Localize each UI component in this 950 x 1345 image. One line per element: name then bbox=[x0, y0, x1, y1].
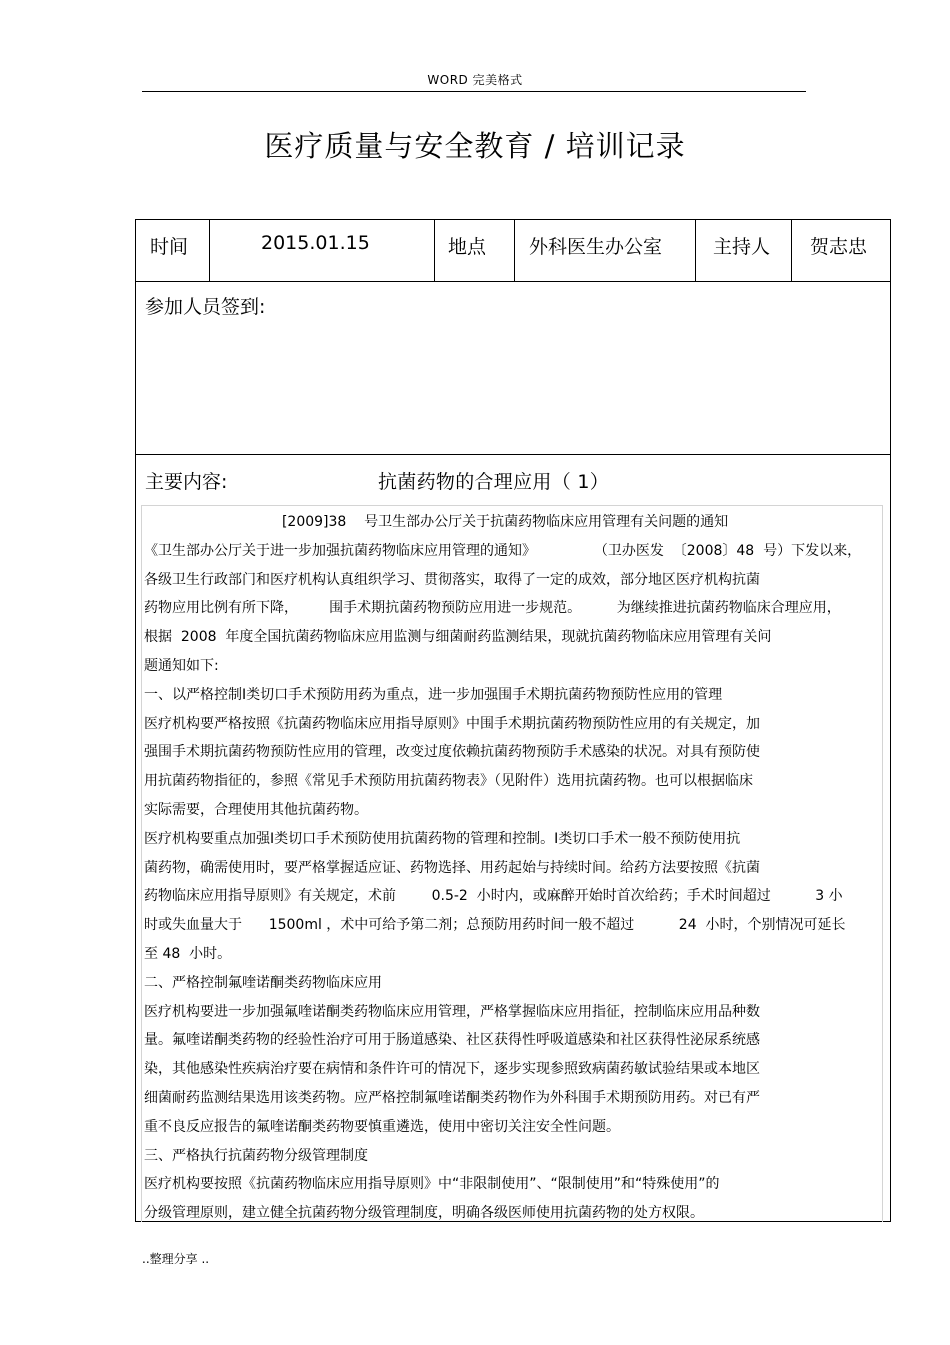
host-label: 主持人 bbox=[713, 236, 771, 258]
content-line: 医疗机构要重点加强Ⅰ类切口手术预防使用抗菌药物的管理和控制。Ⅰ类切口手术一般不预防使用抗 bbox=[144, 830, 741, 847]
main-content-label: 主要内容: bbox=[145, 471, 228, 493]
content-line: 二、严格控制氟喹诺酮类药物临床应用 bbox=[144, 974, 382, 991]
content-line: 量。氟喹诺酮类药物的经验性治疗可用于肠道感染、社区获得性呼吸道感染和社区获得性泌尿系统感 bbox=[144, 1032, 760, 1049]
content-line: [2009]38 号卫生部办公厅关于抗菌药物临床应用管理有关问题的通知 bbox=[144, 514, 729, 530]
row-divider-signin bbox=[135, 454, 891, 455]
content-line: 三、严格执行抗菌药物分级管理制度 bbox=[144, 1147, 368, 1164]
content-line: 药物临床应用指导原则》有关规定，术前 0.5-2 小时内，或麻醉开始时首次给药；手术时间超过 3 小 bbox=[144, 888, 843, 905]
content-line: 题通知如下: bbox=[144, 657, 219, 674]
content-line: 时或失血量大于 1500ml ，术中可给予第二剂；总预防用药时间一般不超过 24 小时，个别情况可延长 bbox=[144, 917, 846, 934]
content-line: 一、以严格控制Ⅰ类切口手术预防用药为重点，进一步加强围手术期抗菌药物预防性应用的管理 bbox=[144, 686, 723, 703]
col-divider-5 bbox=[791, 219, 792, 282]
content-line: 细菌耐药监测结果选用该类药物。应严格控制氟喹诺酮类药物作为外科围手术期预防用药。对已有严 bbox=[144, 1089, 760, 1106]
col-divider-2 bbox=[434, 219, 435, 282]
content-body bbox=[144, 508, 879, 1228]
content-line: 重不良反应报告的氟喹诺酮类药物要慎重遴选，使用中密切关注安全性问题。 bbox=[144, 1118, 620, 1135]
host-value: 贺志忠 bbox=[810, 236, 868, 258]
content-line: 医疗机构要按照《抗菌药物临床应用指导原则》中“非限制使用”、“限制使用”和“特殊使用”的 bbox=[144, 1176, 720, 1193]
row-divider-info bbox=[135, 281, 891, 282]
page-footer-text: ..整理分享 .. bbox=[142, 1252, 210, 1266]
header-divider bbox=[142, 91, 806, 92]
content-line: 《卫生部办公厅关于进一步加强抗菌药物临床应用管理的通知》 （卫办医发 〔2008〕48 号）下发以来， bbox=[144, 542, 862, 559]
place-label: 地点 bbox=[448, 236, 487, 258]
col-divider-3 bbox=[514, 219, 515, 282]
content-line: 菌药物，确需使用时，要严格掌握适应证、药物选择、用药起始与持续时间。给药方法要按照《抗菌 bbox=[144, 859, 760, 876]
document-title: 医疗质量与安全教育 / 培训记录 bbox=[264, 129, 686, 163]
content-line: 至 48 小时。 bbox=[144, 945, 232, 962]
col-divider-4 bbox=[695, 219, 696, 282]
content-line: 根据 2008 年度全国抗菌药物临床应用监测与细菌耐药监测结果，现就抗菌药物临床应用管理有关问 bbox=[144, 629, 772, 646]
content-line: 医疗机构要严格按照《抗菌药物临床应用指导原则》中围手术期抗菌药物预防性应用的有关规定，加 bbox=[144, 715, 760, 732]
content-line: 分级管理原则，建立健全抗菌药物分级管理制度，明确各级医师使用抗菌药物的处方权限。 bbox=[144, 1205, 704, 1222]
content-line: 强围手术期抗菌药物预防性应用的管理，改变过度依赖抗菌药物预防手术感染的状况。对具有预防使 bbox=[144, 744, 760, 761]
main-content-topic: 抗菌药物的合理应用（ 1） bbox=[378, 471, 610, 493]
content-line: 医疗机构要进一步加强氟喹诺酮类药物临床应用管理，严格掌握临床应用指征，控制临床应用品种数 bbox=[144, 1003, 760, 1020]
col-divider-1 bbox=[209, 219, 210, 282]
content-line: 药物应用比例有所下降， 围手术期抗菌药物预防应用进一步规范。 为继续推进抗菌药物临床合理应用， bbox=[144, 600, 841, 617]
time-label: 时间 bbox=[150, 236, 189, 258]
content-line: 实际需要，合理使用其他抗菌药物。 bbox=[144, 801, 368, 818]
content-line: 用抗菌药物指征的，参照《常见手术预防用抗菌药物表》（见附件）选用抗菌药物。也可以根据临床 bbox=[144, 773, 753, 790]
page-header-text: WORD 完美格式 bbox=[427, 73, 523, 87]
time-value: 2015.01.15 bbox=[261, 232, 370, 254]
signin-label: 参加人员签到: bbox=[145, 296, 266, 318]
content-line: 各级卫生行政部门和医疗机构认真组织学习、贯彻落实，取得了一定的成效，部分地区医疗机构抗菌 bbox=[144, 571, 760, 588]
content-line: 染，其他感染性疾病治疗要在病情和条件许可的情况下，逐步实现参照致病菌药敏试验结果或本地区 bbox=[144, 1061, 760, 1078]
place-value: 外科医生办公室 bbox=[529, 236, 663, 258]
